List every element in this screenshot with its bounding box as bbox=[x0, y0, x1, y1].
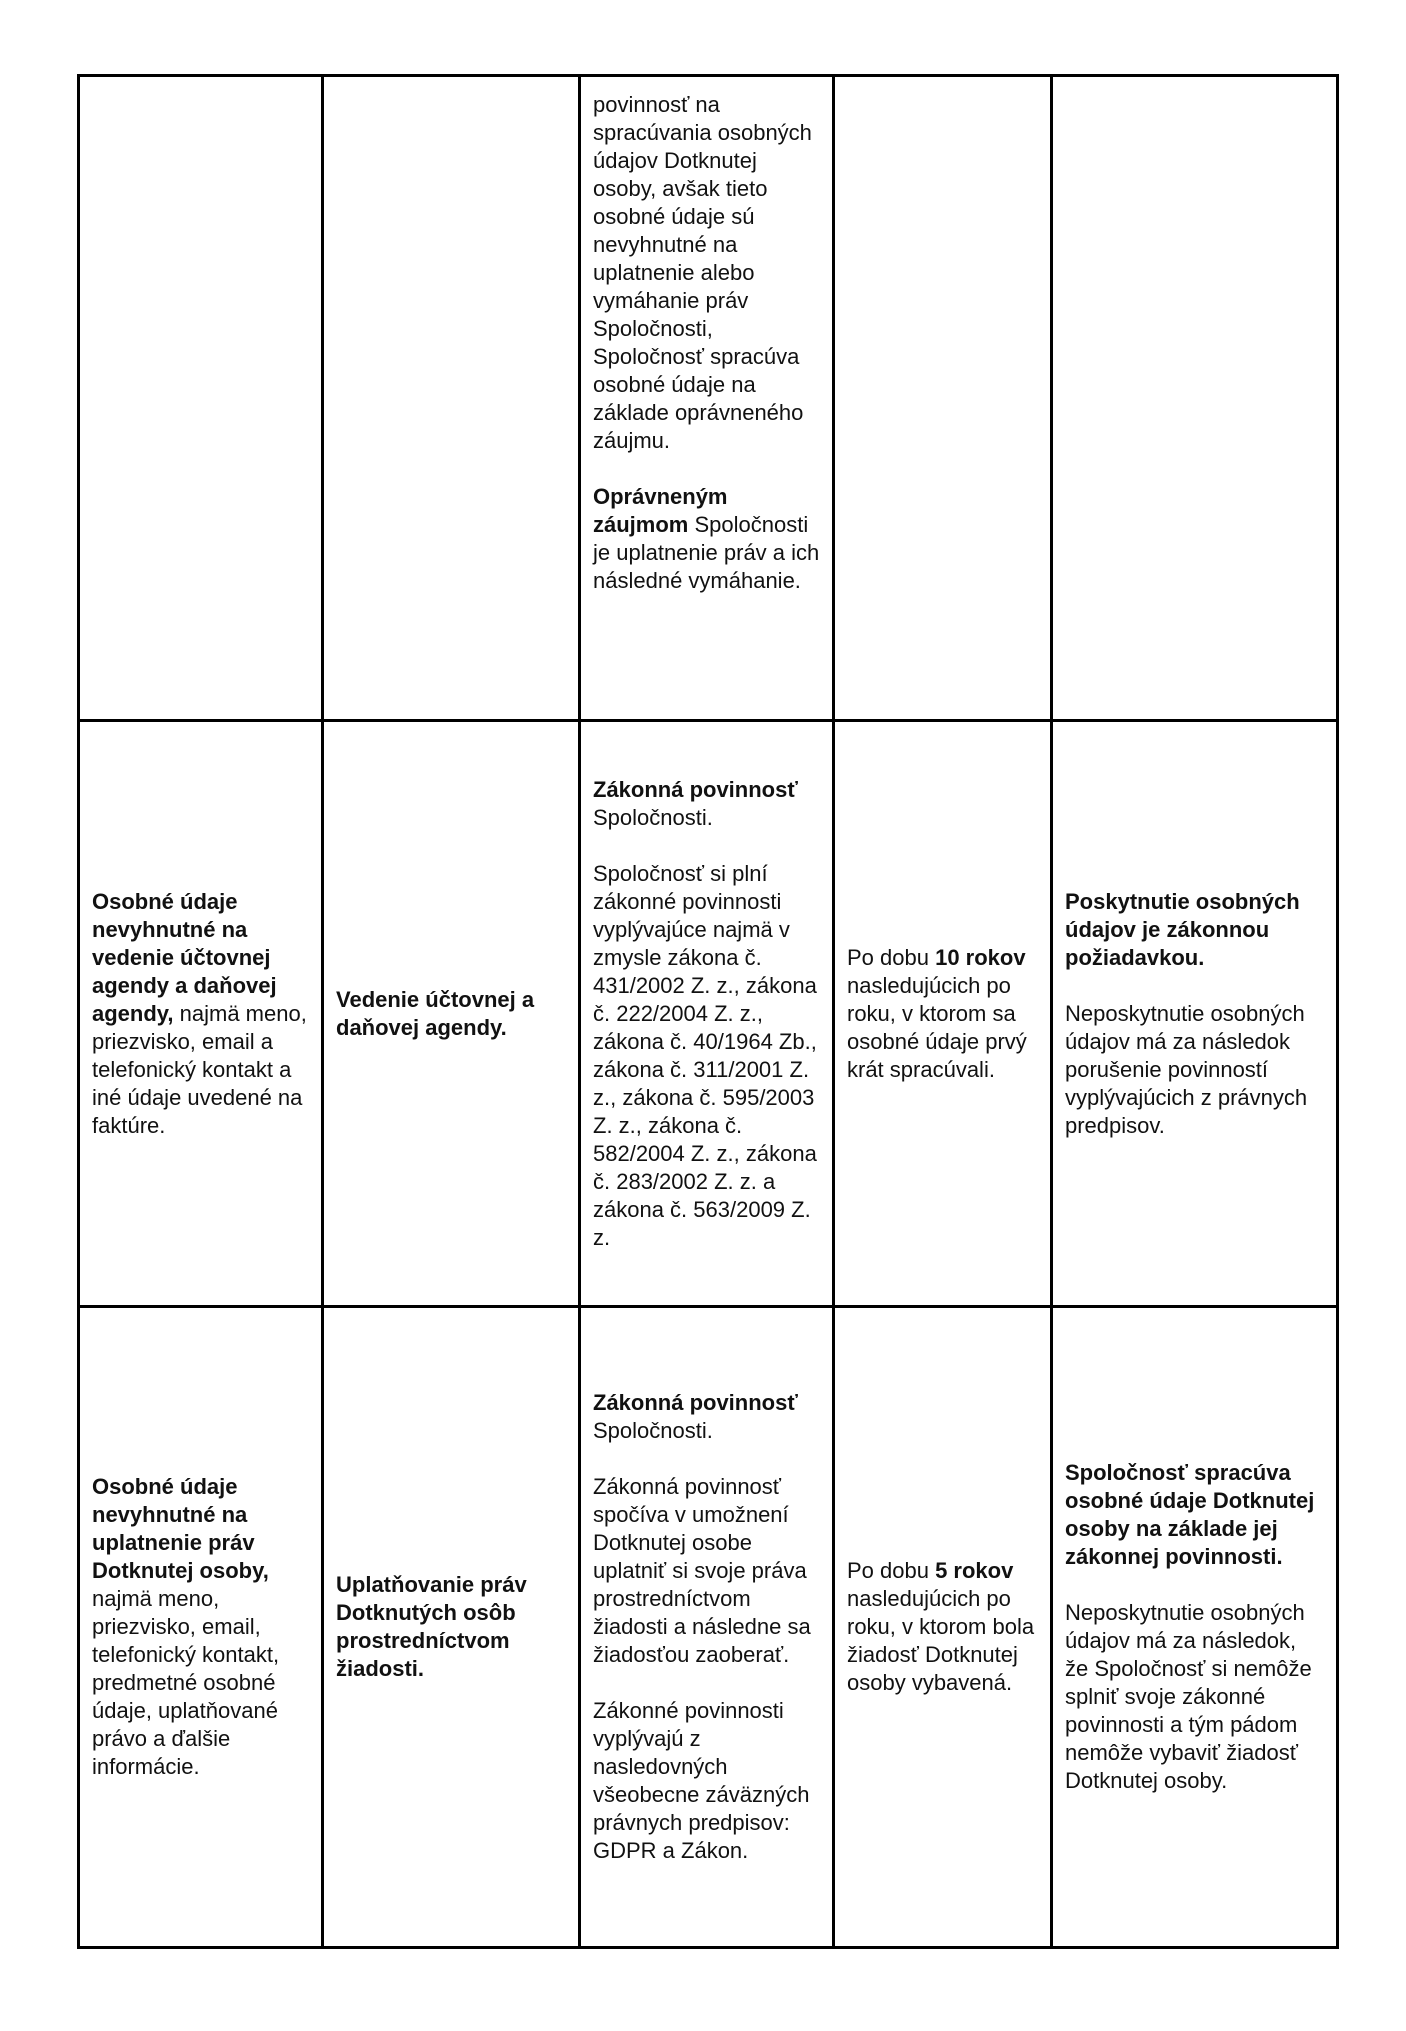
text-run-bold: Oprávneným záujmom bbox=[593, 484, 728, 537]
paragraph bbox=[847, 944, 1038, 1084]
text-run: nasledujúcich po roku, v ktorom sa osobné údaje prvý krát spracúvali. bbox=[847, 972, 1027, 1082]
paragraph bbox=[593, 776, 820, 832]
text-run-bold: Zákonná povinnosť bbox=[593, 776, 798, 802]
text-run: nasledujúcich po roku, v ktorom bola žiadosť Dotknutej osoby vybavená. bbox=[847, 1586, 1035, 1695]
text-run-bold: Uplatňovanie práv Dotknutých osôb prostredníctvom žiadosti. bbox=[336, 1572, 527, 1681]
paragraph bbox=[593, 1697, 820, 1865]
paragraph bbox=[593, 860, 820, 1252]
text-run-bold: Spoločnosť spracúva osobné údaje Dotknutej osoby na základe jej zákonnej povinnosti. bbox=[1065, 1460, 1315, 1569]
purpose-cell bbox=[323, 1307, 580, 1948]
text-run-bold: Osobné údaje nevyhnutné na vedenie účtovnej agendy a daňovej agendy, bbox=[92, 888, 277, 1026]
paragraph bbox=[1065, 1599, 1324, 1795]
text-run-bold: Osobné údaje nevyhnutné na uplatnenie práv Dotknutej osoby, bbox=[92, 1474, 269, 1583]
text-run: najmä meno, priezvisko, email a telefonický kontakt a iné údaje uvedené na faktúre. bbox=[92, 1000, 307, 1138]
purpose-cell bbox=[323, 76, 580, 721]
table-row bbox=[79, 721, 1338, 1307]
paragraph bbox=[593, 1389, 820, 1445]
text-run-bold: Vedenie účtovnej a daňovej agendy. bbox=[336, 986, 535, 1040]
legal-basis-cell bbox=[580, 1307, 834, 1948]
text-run-bold: Poskytnutie osobných údajov je zákonnou požiadavkou. bbox=[1065, 888, 1300, 970]
text-run-bold: 10 rokov bbox=[935, 944, 1026, 970]
paragraph bbox=[336, 1571, 566, 1683]
text-run-bold: 5 rokov bbox=[935, 1558, 1014, 1583]
table-row bbox=[79, 1307, 1338, 1948]
consequence-cell bbox=[1052, 721, 1338, 1307]
purpose-cell bbox=[323, 721, 580, 1307]
processing-table bbox=[77, 74, 1339, 1949]
data-category-cell bbox=[79, 76, 323, 721]
text-run: Spoločnosti. bbox=[593, 1418, 713, 1443]
paragraph bbox=[92, 1473, 309, 1781]
text-run: Spoločnosti je uplatnenie práv a ich následné vymáhanie. bbox=[593, 512, 820, 593]
paragraph bbox=[847, 1557, 1038, 1697]
table-row bbox=[79, 76, 1338, 721]
text-run: najmä meno, priezvisko, email, telefonický kontakt, predmetné osobné údaje, uplatňované právo a ďalšie informácie. bbox=[92, 1586, 280, 1779]
consequence-cell bbox=[1052, 76, 1338, 721]
paragraph bbox=[1065, 1459, 1324, 1571]
paragraph bbox=[336, 986, 566, 1042]
consequence-cell bbox=[1052, 1307, 1338, 1948]
paragraph bbox=[1065, 1000, 1324, 1140]
retention-cell bbox=[834, 76, 1052, 721]
text-run-bold: Zákonná povinnosť bbox=[593, 1390, 798, 1415]
text-run: Zákonné povinnosti vyplývajú z nasledovných všeobecne záväzných právnych predpisov: GDPR a Zákon. bbox=[593, 1698, 810, 1863]
data-category-cell bbox=[79, 1307, 323, 1948]
text-run: Po dobu bbox=[847, 1558, 936, 1583]
text-run: Spoločnosť si plní zákonné povinnosti vyplývajúce najmä v zmysle zákona č. 431/2002 Z. z., zákona č. 222/2004 Z. z., zákona č. 40/1964 Zb., zákona č. 311/2001 Z. z., zákona č. 595/2003 Z. z., zákona č. 582/2004 Z. z., zákona č. 283/2002 Z. z. a zákona č. 563/2009 Z. z. bbox=[593, 860, 817, 1250]
text-run: Po dobu bbox=[847, 944, 936, 970]
data-category-cell bbox=[79, 721, 323, 1307]
text-run: Spoločnosti. bbox=[593, 804, 713, 830]
text-run: Zákonná povinnosť spočíva v umožnení Dotknutej osobe uplatniť si svoje práva prostredníctvom žiadosti a následne sa žiadosťou zaoberať. bbox=[593, 1474, 811, 1667]
legal-basis-cell bbox=[580, 721, 834, 1307]
paragraph bbox=[593, 483, 820, 595]
text-run: Neposkytnutie osobných údajov má za následok, že Spoločnosť si nemôže splniť svoje zákonné povinnosti a tým pádom nemôže vybaviť žiadosť Dotknutej osoby. bbox=[1065, 1600, 1312, 1793]
text-run: povinnosť na spracúvania osobných údajov Dotknutej osoby, avšak tieto osobné údaje sú nevyhnutné na uplatnenie alebo vymáhanie práv Spoločnosti, Spoločnosť spracúva osobné údaje na základe oprávneného záujmu. bbox=[593, 92, 812, 453]
paragraph bbox=[593, 91, 820, 455]
paragraph bbox=[92, 888, 309, 1140]
paragraph bbox=[593, 1473, 820, 1669]
paragraph bbox=[1065, 888, 1324, 972]
retention-cell bbox=[834, 721, 1052, 1307]
text-run: Neposkytnutie osobných údajov má za následok porušenie povinností vyplývajúcich z právnych predpisov. bbox=[1065, 1000, 1308, 1138]
legal-basis-cell bbox=[580, 76, 834, 721]
retention-cell bbox=[834, 1307, 1052, 1948]
